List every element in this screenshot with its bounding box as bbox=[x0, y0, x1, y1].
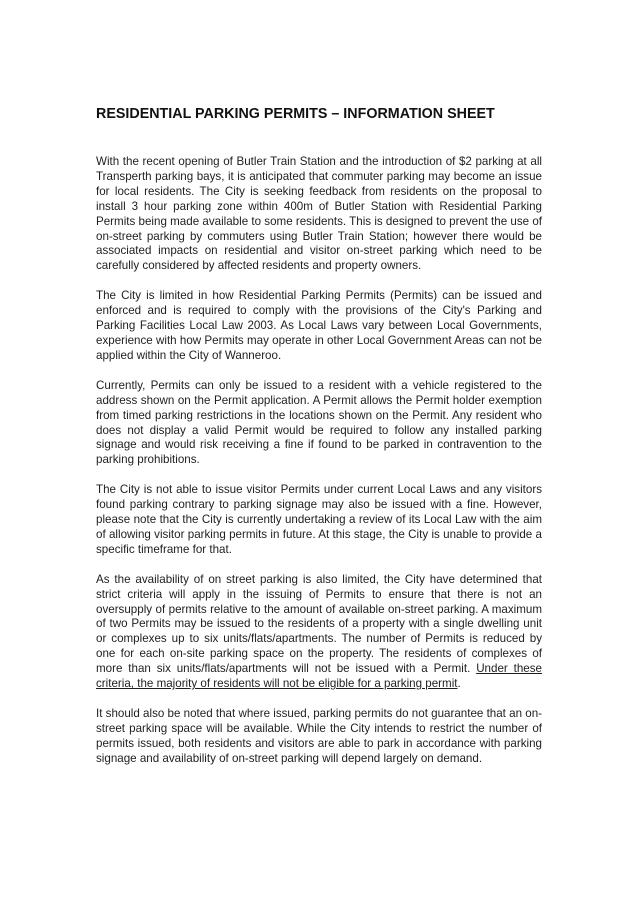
paragraph-local-law-limitations: The City is limited in how Residential Parking Permits (Permits) can be issued and enforced and is required to comply with the provisions of the City's Parking and Parking Facilities Local Law 2003. As Local Laws vary between Local Governments, experience with how Permits may operate in other Local Government Areas can not be applied within the City of Wanneroo. bbox=[96, 289, 542, 362]
majority-not-eligible-notice: Under these criteria, the majority of residents will not be eligible for a parking permit bbox=[96, 662, 542, 691]
paragraph-no-guarantee: It should also be noted that where issued, parking permits do not guarantee that an on-street parking space will be available. While the City intends to restrict the number of permits issued, both residents and visitors are able to park in accordance with parking signage and availability of on-street parking will depend largely on demand. bbox=[96, 707, 543, 765]
document-title: RESIDENTIAL PARKING PERMITS – INFORMATION SHEET bbox=[96, 106, 495, 122]
issuing-criteria-period: . bbox=[457, 677, 461, 691]
paragraph-permit-eligibility: Currently, Permits can only be issued to a resident with a vehicle registered to the address shown on the Permit application. A Permit allows the Permit holder exemption from timed parking restrictions in the locations shown on the Permit. Any resident who does not display a valid Permit would be required to follow any installed parking signage and would risk receiving a fine if found to be parked in contravention to the parking prohibitions. bbox=[96, 378, 542, 467]
paragraph-issuing-criteria bbox=[96, 573, 542, 692]
paragraph-visitor-permits: The City is not able to issue visitor Permits under current Local Laws and any visitors found parking contrary to parking signage may also be issued with a fine. However, please note that the City is currently undertaking a review of its Local Law with the aim of allowing visitor parking permits in future. At this stage, the City is unable to provide a specific timeframe for that. bbox=[96, 483, 542, 556]
paragraph-butler-station-introduction: With the recent opening of Butler Train Station and the introduction of $2 parking at all Transperth parking bays, it is anticipated that commuter parking may become an issue for local residents. The City is seeking feedback from residents on the proposal to install 3 hour parking zone within 400m of Butler Station with Residential Parking Permits being made available to some residents. This is designed to prevent the use of on-street parking by commuters using Butler Train Station; however there would be associated impacts on residential and visitor on-street parking which need to be carefully considered by affected residents and property owners. bbox=[96, 155, 542, 273]
information-sheet-page bbox=[96, 106, 542, 782]
issuing-criteria-text: As the availability of on street parking is also limited, the City have determined that strict criteria will apply in the issuing of Permits to ensure that there is not an oversupply of permits relative to the amount of available on-street parking. A maximum of two Permits may be issued to the residents of a property with a single dwelling unit or complexes up to six units/flats/apartments. The number of Permits is reduced by one for each on-site parking space on the property. The residents of complexes of more than six units/flats/apartments will not be issued with a Permit. bbox=[96, 572, 542, 676]
